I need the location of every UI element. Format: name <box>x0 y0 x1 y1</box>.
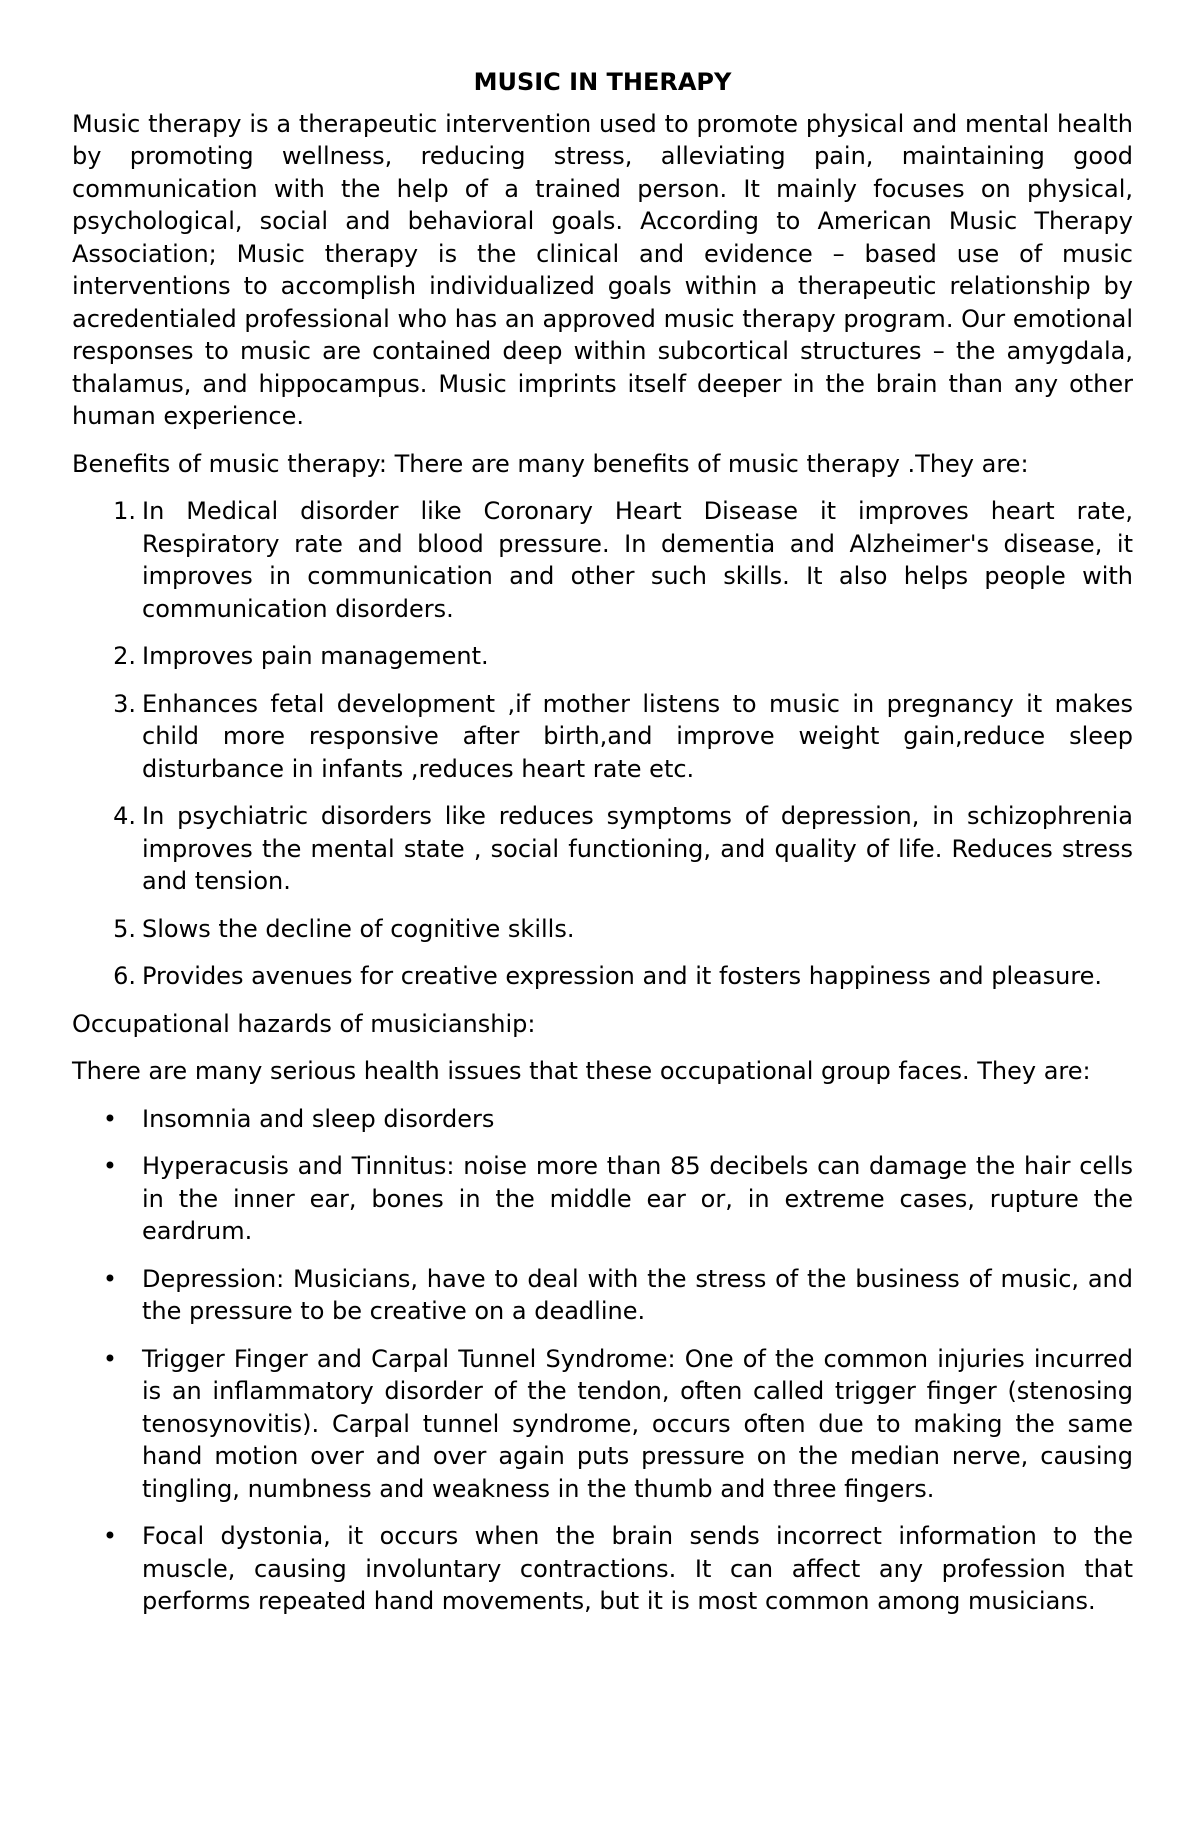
bullet-icon: • <box>102 1104 118 1133</box>
list-number: 6. <box>113 962 136 990</box>
bullet-icon: • <box>102 1152 118 1180</box>
hazards-heading: Occupational hazards of musicianship: <box>72 1009 536 1038</box>
list-item-text: Insomnia and sleep disorders <box>142 1104 495 1133</box>
list-item <box>72 913 1133 946</box>
list-item-text: In Medical disorder like Coronary Heart Disease it improves heart rate, Respiratory rate and blood pressure. In dementia and Alzheimer's disease, it improves in communication and other such skills. It also helps people with communication disorders. <box>142 497 1133 623</box>
list-item <box>72 1150 1133 1248</box>
document-page <box>72 66 1133 1633</box>
bullet-icon: • <box>102 1264 118 1293</box>
list-item-text: Provides avenues for creative expression and it fosters happiness and pleasure. <box>142 962 1103 990</box>
list-number: 5. <box>113 914 136 943</box>
list-item <box>72 800 1133 898</box>
list-item-text: Hyperacusis and Tinnitus: noise more than 85 decibels can damage the hair cells in the inner ear, bones in the middle ear or, in extreme cases, rupture the eardrum. <box>142 1152 1133 1245</box>
list-item <box>72 640 1133 673</box>
hazards-intro: There are many serious health issues that these occupational group faces. They are: <box>72 1057 1091 1085</box>
list-number: 3. <box>113 689 136 718</box>
benefits-list <box>72 495 1133 993</box>
list-number: 4. <box>113 802 136 830</box>
list-item <box>72 495 1133 625</box>
bullet-icon: • <box>102 1344 118 1373</box>
list-item <box>72 1343 1133 1506</box>
list-item-text: Improves pain management. <box>142 642 489 670</box>
bullet-icon: • <box>102 1522 118 1550</box>
hazards-list <box>72 1103 1133 1618</box>
list-number: 2. <box>113 642 136 670</box>
list-item-text: Enhances fetal development ,if mother listens to music in pregnancy it makes child more responsive after birth,and improve weight gain,reduce sleep disturbance in infants ,reduces heart rate etc. <box>142 689 1133 783</box>
list-item-text: Trigger Finger and Carpal Tunnel Syndrome: One of the common injuries incurred is an inflammatory disorder of the tendon, often called trigger finger (stenosing tenosynovitis). Carpal tunnel syndrome, occurs often due to making the same hand motion over and over again puts pressure on the median nerve, causing tingling, numbness and weakness in the thumb and three fingers. <box>142 1344 1133 1503</box>
list-item <box>72 688 1133 786</box>
list-number: 1. <box>113 497 136 525</box>
list-item-text: Slows the decline of cognitive skills. <box>142 914 575 943</box>
document-title: MUSIC IN THERAPY <box>473 68 732 96</box>
list-item-text: Focal dystonia, it occurs when the brain sends incorrect information to the muscle, causing involuntary contractions. It can affect any profession that performs repeated hand movements, but it is most common among musicians. <box>142 1522 1133 1615</box>
list-item-text: Depression: Musicians, have to deal with the stress of the business of music, and the pressure to be creative on a deadline. <box>142 1264 1133 1325</box>
list-item <box>72 1263 1133 1328</box>
intro-paragraph: Music therapy is a therapeutic intervention used to promote physical and mental health by promoting wellness, reducing stress, alleviating pain, maintaining good communication with the help of a trained person. It mainly focuses on physical, psychological, social and behavioral goals. According to American Music Therapy Association; Music therapy is the clinical and evidence – based use of music interventions to accomplish individualized goals within a therapeutic relationship by acredentialed professional who has an approved music therapy program. Our emotional responses to music are contained deep within subcortical structures – the amygdala, thalamus, and hippocampus. Music imprints itself deeper in the brain than any other human experience. <box>72 109 1133 430</box>
benefits-heading: Benefits of music therapy: There are many benefits of music therapy .They are: <box>72 449 1029 478</box>
list-item <box>72 960 1133 993</box>
list-item <box>72 1520 1133 1618</box>
list-item-text: In psychiatric disorders like reduces symptoms of depression, in schizophrenia improves the mental state , social functioning, and quality of life. Reduces stress and tension. <box>142 802 1133 895</box>
list-item <box>72 1103 1133 1136</box>
